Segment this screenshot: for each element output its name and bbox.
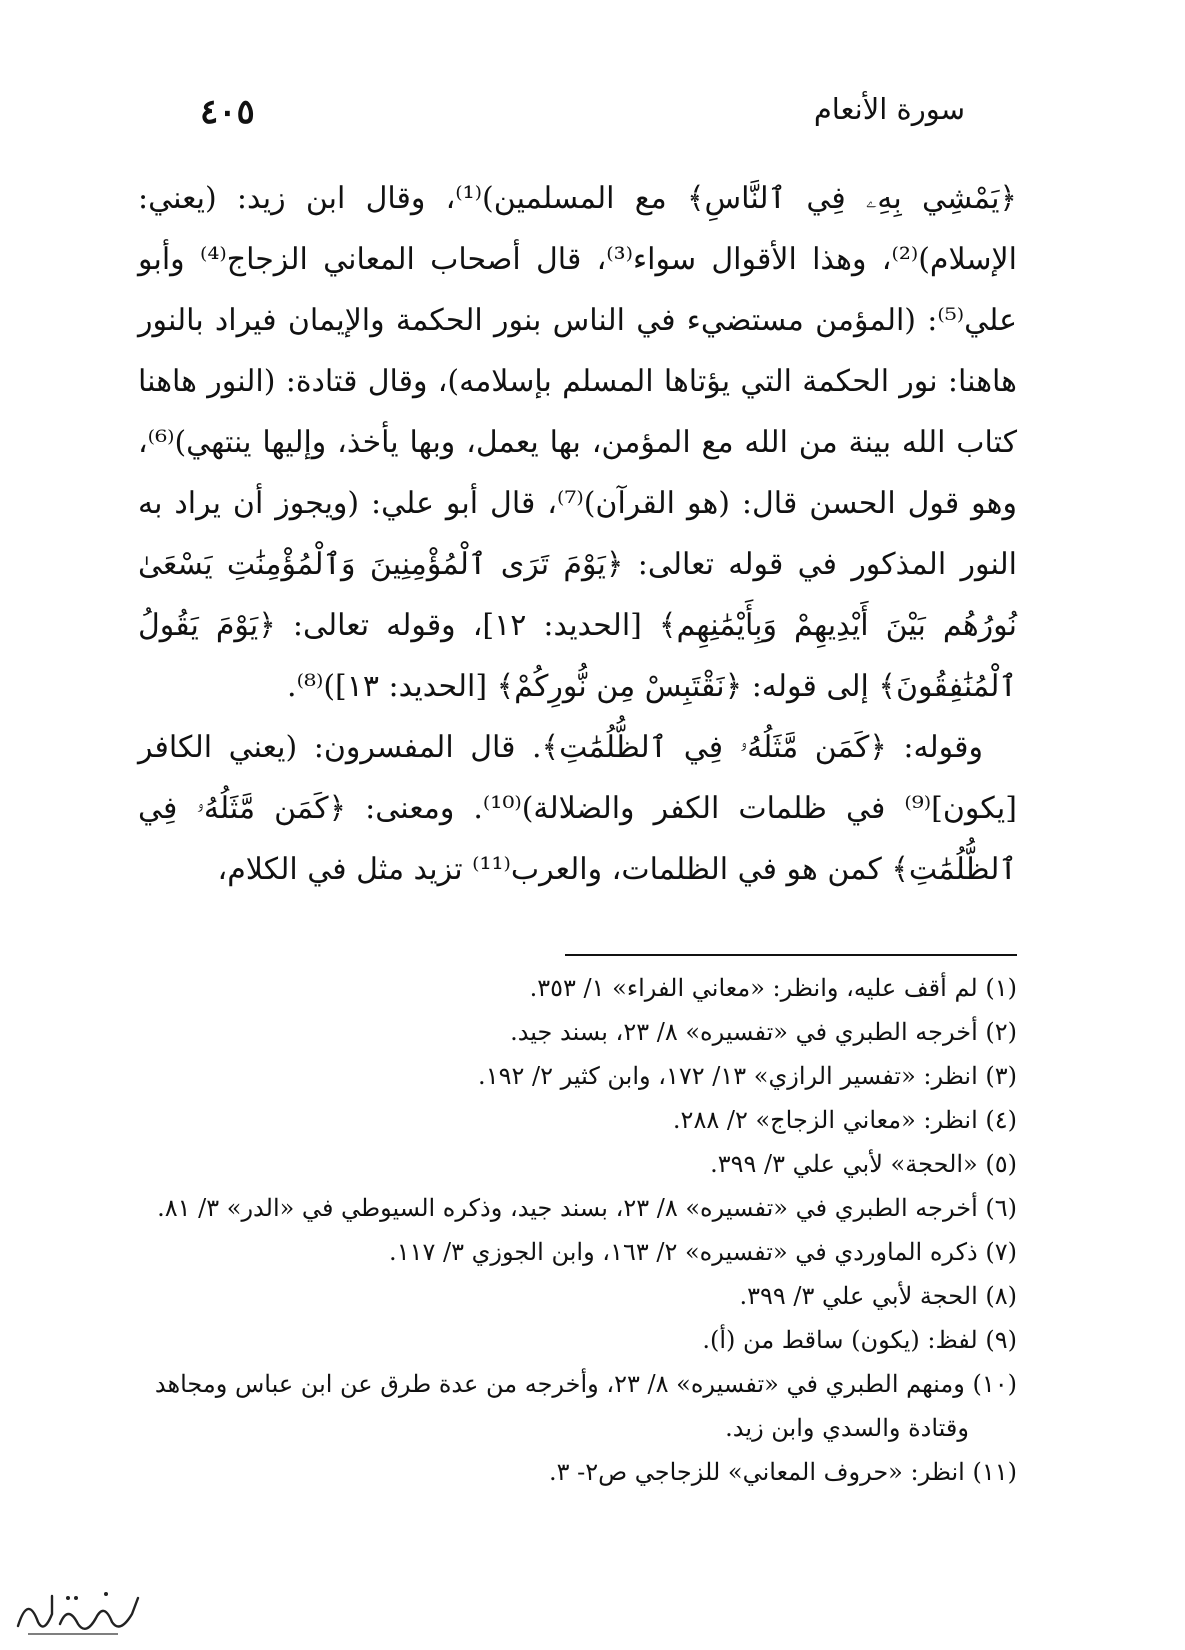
footnote-10-continuation: وقتادة والسدي وابن زيد. — [725, 1414, 969, 1442]
main-text — [138, 168, 1017, 900]
footnote-4: (٤) انظر: «معاني الزجاج» ٢/ ٢٨٨. — [672, 1106, 1017, 1134]
page-number: ٤٠٥ — [200, 92, 255, 132]
paragraph-2: وقوله: ﴿كَمَن مَّثَلُهُۥ فِي ٱلظُّلُمَٰتِ﴾. قال المفسرون: (يعني الكافر [يكون]⁽⁹⁾ في ظلمات الكفر والضلالة)⁽¹⁰⁾. ومعنى: ﴿كَمَن مَّثَلُهُۥ فِي ٱلظُّلُمَٰتِ﴾ كمن هو في الظلمات، والعرب⁽¹¹⁾ تزيد مثل في الكلام، — [138, 730, 1017, 887]
footnote-9: (٩) لفظ: (يكون) ساقط من (أ). — [702, 1326, 1017, 1354]
page-header — [200, 92, 965, 142]
footnote-10 — [120, 1362, 1017, 1450]
footnote-divider — [565, 954, 1017, 956]
footnote-11: (١١) انظر: «حروف المعاني» للزجاجي ص٢- ٣. — [548, 1458, 1017, 1486]
footnote-6: (٦) أخرجه الطبري في «تفسيره» ٨/ ٢٣، بسند جيد، وذكره السيوطي في «الدر» ٣/ ٨١. — [157, 1194, 1017, 1222]
footnotes — [120, 966, 1017, 1494]
footnote-7: (٧) ذكره الماوردي في «تفسيره» ٢/ ١٦٣، وابن الجوزي ٣/ ١١٧. — [389, 1238, 1017, 1266]
surah-title: سورة الأنعام — [813, 92, 965, 126]
footnote-10-text: (١٠) ومنهم الطبري في «تفسيره» ٨/ ٢٣، وأخرجه من عدة طرق عن ابن عباس ومجاهد — [154, 1370, 1017, 1398]
footnote-8: (٨) الحجة لأبي علي ٣/ ٣٩٩. — [739, 1282, 1017, 1310]
calligraphy-logo-icon — [8, 1584, 158, 1642]
paragraph-1: ﴿يَمْشِي بِهِۦ فِي ٱلنَّاسِ﴾ مع المسلمين)⁽¹⁾، وقال ابن زيد: (يعني: الإسلام)⁽²⁾، وهذا الأقوال سواء⁽³⁾، قال أصحاب المعاني الزجاج⁽⁴⁾ وأبو علي⁽⁵⁾: (المؤمن مستضيء في الناس بنور الحكمة والإيمان فيراد بالنور هاهنا: نور الحكمة التي يؤتاها المسلم بإسلامه)، وقال قتادة: (النور هاهنا كتاب الله بينة من الله مع المؤمن، بها يعمل، وبها يأخذ، وإليها ينتهي)⁽⁶⁾، وهو قول الحسن قال: (هو القرآن)⁽⁷⁾، قال أبو علي: (ويجوز أن يراد به النور المذكور في قوله تعالى: ﴿يَوْمَ تَرَى ٱلْمُؤْمِنِينَ وَٱلْمُؤْمِنَٰتِ يَسْعَىٰ نُورُهُم بَيْنَ أَيْدِيهِمْ وَبِأَيْمَٰنِهِم﴾ [الحديد: ١٢]، وقوله تعالى: ﴿يَوْمَ يَقُولُ ٱلْمُنَٰفِقُونَ﴾ إلى قوله: ﴿نَقْتَبِسْ مِن نُّورِكُمْ﴾ [الحديد: ١٣])⁽⁸⁾. — [138, 181, 1017, 704]
footnote-1: (١) لم أقف عليه، وانظر: «معاني الفراء» ١/ ٣٥٣. — [529, 974, 1017, 1002]
footnote-2: (٢) أخرجه الطبري في «تفسيره» ٨/ ٢٣، بسند جيد. — [510, 1018, 1017, 1046]
footnote-5: (٥) «الحجة» لأبي علي ٣/ ٣٩٩. — [710, 1150, 1017, 1178]
footnote-3: (٣) انظر: «تفسير الرازي» ١٣/ ١٧٢، وابن كثير ٢/ ١٩٢. — [478, 1062, 1017, 1090]
